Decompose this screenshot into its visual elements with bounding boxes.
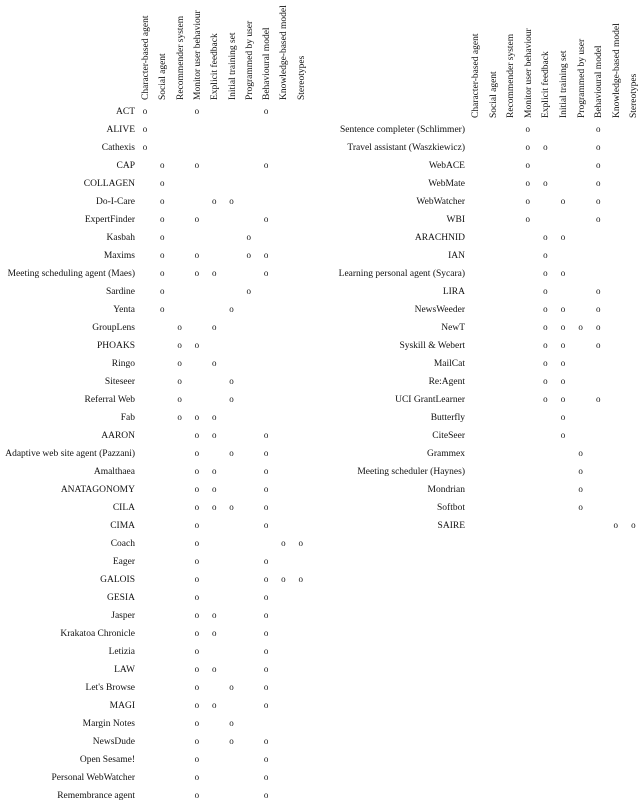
- row-label: Letizia: [108, 647, 135, 657]
- table-row: [0, 229, 640, 247]
- feature-marker: o: [246, 232, 252, 242]
- row-label: CIMA: [110, 521, 135, 531]
- row-label: Amalthaea: [93, 467, 135, 477]
- row-label: Personal WebWatcher: [51, 773, 135, 783]
- feature-marker: o: [543, 286, 548, 296]
- feature-marker: o: [194, 718, 200, 728]
- column-header: [523, 8, 535, 118]
- row-label: ExpertFinder: [84, 215, 135, 225]
- row-label: Siteseer: [104, 377, 135, 387]
- feature-marker: o: [229, 376, 234, 386]
- table-row: [0, 247, 640, 265]
- row-label: GALOIS: [100, 575, 135, 585]
- row-label: Adaptive web site agent (Pazzani): [5, 449, 135, 459]
- feature-marker: o: [543, 250, 548, 260]
- feature-marker: o: [543, 142, 548, 152]
- column-header-label: Social agent: [158, 53, 169, 100]
- feature-marker: o: [263, 772, 269, 782]
- feature-marker: o: [194, 790, 200, 800]
- feature-marker: o: [595, 124, 601, 134]
- feature-marker: o: [263, 628, 269, 638]
- row-label: WebMate: [428, 179, 465, 189]
- feature-marker: o: [595, 322, 601, 332]
- feature-marker: o: [263, 592, 269, 602]
- feature-marker: o: [263, 214, 269, 224]
- feature-marker: o: [194, 664, 200, 674]
- feature-marker: o: [160, 214, 165, 224]
- row-label: GESIA: [107, 593, 135, 603]
- feature-marker: o: [160, 196, 165, 206]
- table-row: [0, 427, 640, 445]
- column-header: [611, 8, 623, 118]
- feature-marker: o: [246, 250, 252, 260]
- table-row: [0, 373, 640, 391]
- column-header-label: Character-based agent: [141, 15, 151, 100]
- feature-marker: o: [177, 376, 182, 386]
- feature-marker: o: [211, 484, 217, 494]
- feature-marker: o: [595, 142, 601, 152]
- feature-marker: o: [263, 736, 269, 746]
- row-label: Cathexis: [101, 143, 135, 153]
- table-row: [0, 445, 640, 463]
- row-label: LIRA: [442, 287, 465, 297]
- feature-marker: o: [229, 502, 234, 512]
- column-header-label: Initial training set: [227, 32, 238, 100]
- feature-marker: o: [263, 520, 269, 530]
- table-row: [0, 265, 640, 283]
- row-label: MAGI: [109, 701, 135, 711]
- feature-marker: o: [194, 412, 200, 422]
- row-label: ACT: [116, 107, 135, 117]
- feature-marker: o: [525, 124, 531, 134]
- feature-marker: o: [177, 358, 182, 368]
- feature-marker: o: [560, 358, 566, 368]
- column-header-label: Stereotypes: [296, 55, 307, 100]
- feature-marker: o: [194, 538, 200, 548]
- row-label: Let's Browse: [85, 683, 135, 693]
- table-row: [0, 463, 640, 481]
- feature-marker: o: [142, 142, 148, 152]
- feature-marker: o: [194, 106, 200, 116]
- row-label: Syskill & Webert: [399, 341, 465, 351]
- feature-marker: o: [194, 502, 200, 512]
- row-label: Softbot: [437, 503, 465, 513]
- row-label: ARACHNID: [414, 233, 465, 243]
- table-row: [0, 319, 640, 337]
- feature-marker: o: [560, 376, 566, 386]
- feature-marker: o: [595, 304, 601, 314]
- column-header: [576, 8, 588, 118]
- feature-marker: o: [194, 610, 200, 620]
- feature-marker: o: [211, 268, 217, 278]
- feature-marker: o: [211, 430, 217, 440]
- table-row: [0, 175, 640, 193]
- feature-marker: o: [246, 286, 252, 296]
- feature-marker: o: [263, 646, 269, 656]
- row-label: NewsWeeder: [414, 305, 465, 315]
- feature-marker: o: [263, 574, 269, 584]
- feature-marker: o: [211, 466, 217, 476]
- row-label: Coach: [110, 539, 135, 549]
- feature-marker: o: [263, 106, 269, 116]
- feature-marker: o: [263, 664, 269, 674]
- table-row: [0, 517, 640, 535]
- row-label: Fab: [120, 413, 135, 423]
- feature-marker: o: [578, 466, 583, 476]
- feature-marker: o: [194, 556, 200, 566]
- row-label: WBI: [446, 215, 465, 225]
- feature-marker: o: [263, 610, 269, 620]
- feature-marker: o: [543, 178, 548, 188]
- row-label: IAN: [448, 251, 465, 261]
- feature-marker: o: [560, 322, 566, 332]
- row-label: WebACE: [428, 161, 465, 171]
- feature-marker: o: [194, 772, 200, 782]
- table-row: [0, 301, 640, 319]
- table-row: [0, 211, 640, 229]
- feature-marker: o: [211, 412, 217, 422]
- feature-marker: o: [177, 322, 182, 332]
- row-label: Learning personal agent (Sycara): [338, 269, 465, 279]
- row-label: NewsDude: [92, 737, 135, 747]
- feature-marker: o: [194, 628, 200, 638]
- feature-marker: o: [160, 304, 165, 314]
- row-label: ALIVE: [106, 125, 135, 135]
- feature-marker: o: [211, 610, 217, 620]
- row-label: CiteSeer: [432, 431, 465, 441]
- column-header-label: Knowledge-based model: [611, 23, 622, 118]
- feature-marker: o: [229, 718, 234, 728]
- row-label: Butterfly: [430, 413, 465, 423]
- row-label: Jasper: [111, 611, 135, 621]
- feature-marker: o: [211, 196, 217, 206]
- feature-marker: o: [613, 520, 619, 530]
- feature-marker: o: [595, 394, 601, 404]
- row-label: Eager: [112, 557, 135, 567]
- row-label: Maxims: [103, 251, 135, 261]
- row-label: Meeting scheduler (Haynes): [357, 467, 465, 477]
- feature-marker: o: [263, 682, 269, 692]
- column-header-label: Explicit feedback: [210, 33, 221, 100]
- column-header-label: Monitor user behaviour: [523, 28, 534, 118]
- row-label: Ringo: [111, 359, 135, 369]
- column-header: [540, 8, 552, 118]
- feature-marker: o: [578, 448, 583, 458]
- feature-marker: o: [160, 250, 165, 260]
- feature-marker: o: [578, 322, 583, 332]
- feature-marker: o: [525, 196, 531, 206]
- column-header-label: Character-based agent: [471, 33, 481, 118]
- feature-marker: o: [211, 358, 217, 368]
- row-label: ANATAGONOMY: [60, 485, 135, 495]
- feature-marker: o: [263, 466, 269, 476]
- feature-marker: o: [543, 358, 548, 368]
- feature-marker: o: [160, 268, 165, 278]
- column-header: [628, 8, 640, 118]
- feature-marker: o: [160, 286, 165, 296]
- feature-marker: o: [560, 412, 566, 422]
- column-header-label: Behavioural model: [594, 45, 605, 118]
- row-label: Sardine: [105, 287, 135, 297]
- feature-marker: o: [229, 736, 234, 746]
- feature-marker: o: [160, 178, 165, 188]
- table-row: [0, 121, 640, 139]
- column-header-label: Behavioural model: [262, 27, 273, 100]
- feature-marker: o: [194, 574, 200, 584]
- table-row: [0, 283, 640, 301]
- feature-marker: o: [595, 340, 601, 350]
- feature-marker: o: [211, 502, 217, 512]
- row-label: AARON: [101, 431, 135, 441]
- feature-marker: o: [298, 538, 303, 548]
- feature-marker: o: [194, 700, 200, 710]
- row-label: Re:Agent: [428, 377, 465, 387]
- row-label: GroupLens: [92, 323, 135, 333]
- feature-marker: o: [525, 214, 531, 224]
- table-row: [0, 337, 640, 355]
- table-row: [0, 481, 640, 499]
- feature-marker: o: [263, 250, 269, 260]
- row-label: UCI GrantLearner: [395, 395, 465, 405]
- row-label: WebWatcher: [416, 197, 465, 207]
- feature-marker: o: [211, 628, 217, 638]
- row-label: Mondrian: [427, 485, 465, 495]
- feature-marker: o: [177, 340, 182, 350]
- feature-marker: o: [229, 196, 234, 206]
- feature-marker: o: [229, 394, 234, 404]
- column-header: [505, 8, 517, 118]
- feature-marker: o: [281, 574, 286, 584]
- table-row: [0, 157, 640, 175]
- feature-marker: o: [543, 232, 548, 242]
- feature-marker: o: [263, 556, 269, 566]
- column-header-label: Explicit feedback: [541, 51, 552, 118]
- row-label: Open Sesame!: [79, 755, 135, 765]
- feature-marker: o: [595, 178, 601, 188]
- row-label: Yenta: [113, 305, 135, 315]
- row-label: Do-I-Care: [95, 197, 135, 207]
- column-header-label: Initial training set: [559, 50, 569, 118]
- feature-marker: o: [298, 574, 303, 584]
- table-row: [0, 139, 640, 157]
- row-label: Meeting scheduling agent (Maes): [7, 269, 135, 279]
- feature-marker: o: [525, 142, 531, 152]
- feature-marker: o: [560, 340, 566, 350]
- feature-marker: o: [263, 430, 269, 440]
- feature-marker: o: [543, 376, 548, 386]
- feature-marker: o: [543, 340, 548, 350]
- column-header: [558, 8, 570, 118]
- table-row: [0, 499, 640, 517]
- feature-marker: o: [263, 484, 269, 494]
- feature-marker: o: [177, 394, 182, 404]
- feature-marker: o: [263, 160, 269, 170]
- feature-marker: o: [595, 214, 601, 224]
- row-label: MailCat: [433, 359, 465, 369]
- feature-marker: o: [229, 682, 234, 692]
- feature-marker: o: [211, 664, 217, 674]
- row-label: Krakatoa Chronicle: [60, 629, 135, 639]
- row-label: Travel assistant (Waszkiewicz): [347, 143, 465, 153]
- feature-marker: o: [543, 304, 548, 314]
- feature-marker: o: [560, 232, 566, 242]
- feature-marker: o: [194, 736, 200, 746]
- row-label: PHOAKS: [96, 341, 135, 351]
- column-header-label: Social agent: [488, 71, 499, 118]
- column-header: [593, 8, 605, 118]
- feature-marker: o: [194, 754, 200, 764]
- row-label: CAP: [116, 161, 135, 171]
- row-label: Referral Web: [84, 395, 135, 405]
- table-row: [0, 193, 640, 211]
- row-label: Kasbah: [106, 233, 135, 243]
- feature-marker: o: [578, 484, 583, 494]
- feature-marker: o: [194, 160, 200, 170]
- row-label: SAIRE: [437, 521, 465, 531]
- feature-marker: o: [525, 160, 531, 170]
- column-header-label: Recommender system: [506, 33, 517, 118]
- row-label: NewT: [441, 323, 465, 333]
- column-header-label: Programmed by user: [244, 20, 255, 100]
- feature-marker: o: [194, 448, 200, 458]
- row-label: Grammex: [427, 449, 465, 459]
- row-label: COLLAGEN: [83, 179, 135, 189]
- column-header-label: Monitor user behaviour: [192, 10, 203, 100]
- table-row: [0, 391, 640, 409]
- feature-marker: o: [142, 124, 148, 134]
- feature-marker: o: [543, 268, 548, 278]
- row-label: CILA: [112, 503, 135, 513]
- table-row: [0, 355, 640, 373]
- column-header-label: Knowledge-based model: [279, 5, 290, 100]
- feature-marker: o: [578, 502, 583, 512]
- feature-marker: o: [595, 160, 601, 170]
- feature-marker: o: [263, 448, 269, 458]
- feature-marker: o: [194, 646, 200, 656]
- feature-marker: o: [194, 520, 200, 530]
- feature-marker: o: [160, 232, 165, 242]
- feature-marker: o: [595, 196, 601, 206]
- feature-marker: o: [194, 682, 200, 692]
- feature-marker: o: [595, 286, 601, 296]
- column-header: [488, 8, 500, 118]
- column-header-label: Stereotypes: [629, 73, 640, 118]
- feature-marker: o: [263, 790, 269, 800]
- feature-marker: o: [194, 250, 200, 260]
- feature-marker: o: [263, 700, 269, 710]
- feature-marker: o: [211, 322, 217, 332]
- feature-marker: o: [281, 538, 286, 548]
- feature-marker: o: [560, 268, 566, 278]
- feature-marker: o: [263, 268, 269, 278]
- feature-marker: o: [525, 178, 531, 188]
- feature-marker: o: [631, 520, 636, 530]
- column-header-label: Recommender system: [175, 15, 186, 100]
- feature-marker: o: [194, 484, 200, 494]
- feature-marker: o: [560, 304, 566, 314]
- feature-marker: o: [229, 448, 234, 458]
- feature-marker: o: [263, 502, 269, 512]
- row-label: Margin Notes: [82, 719, 135, 729]
- feature-marker: o: [142, 106, 148, 116]
- feature-marker: o: [194, 214, 200, 224]
- table-row: [0, 409, 640, 427]
- feature-marker: o: [194, 592, 200, 602]
- feature-marker: o: [194, 268, 200, 278]
- row-label: LAW: [114, 665, 135, 675]
- feature-marker: o: [543, 322, 548, 332]
- feature-marker: o: [560, 394, 566, 404]
- feature-marker: o: [194, 430, 200, 440]
- feature-marker: o: [211, 700, 217, 710]
- feature-marker: o: [177, 412, 182, 422]
- feature-marker: o: [229, 304, 234, 314]
- feature-marker: o: [263, 754, 269, 764]
- feature-marker: o: [160, 160, 165, 170]
- feature-marker: o: [194, 466, 200, 476]
- feature-marker: o: [560, 430, 566, 440]
- column-header-label: Programmed by user: [576, 38, 587, 118]
- feature-marker: o: [543, 394, 548, 404]
- row-label: Sentence completer (Schlimmer): [339, 125, 465, 135]
- column-header: [470, 8, 482, 118]
- row-label: Remembrance agent: [57, 791, 135, 801]
- feature-marker: o: [194, 340, 200, 350]
- feature-marker: o: [560, 196, 566, 206]
